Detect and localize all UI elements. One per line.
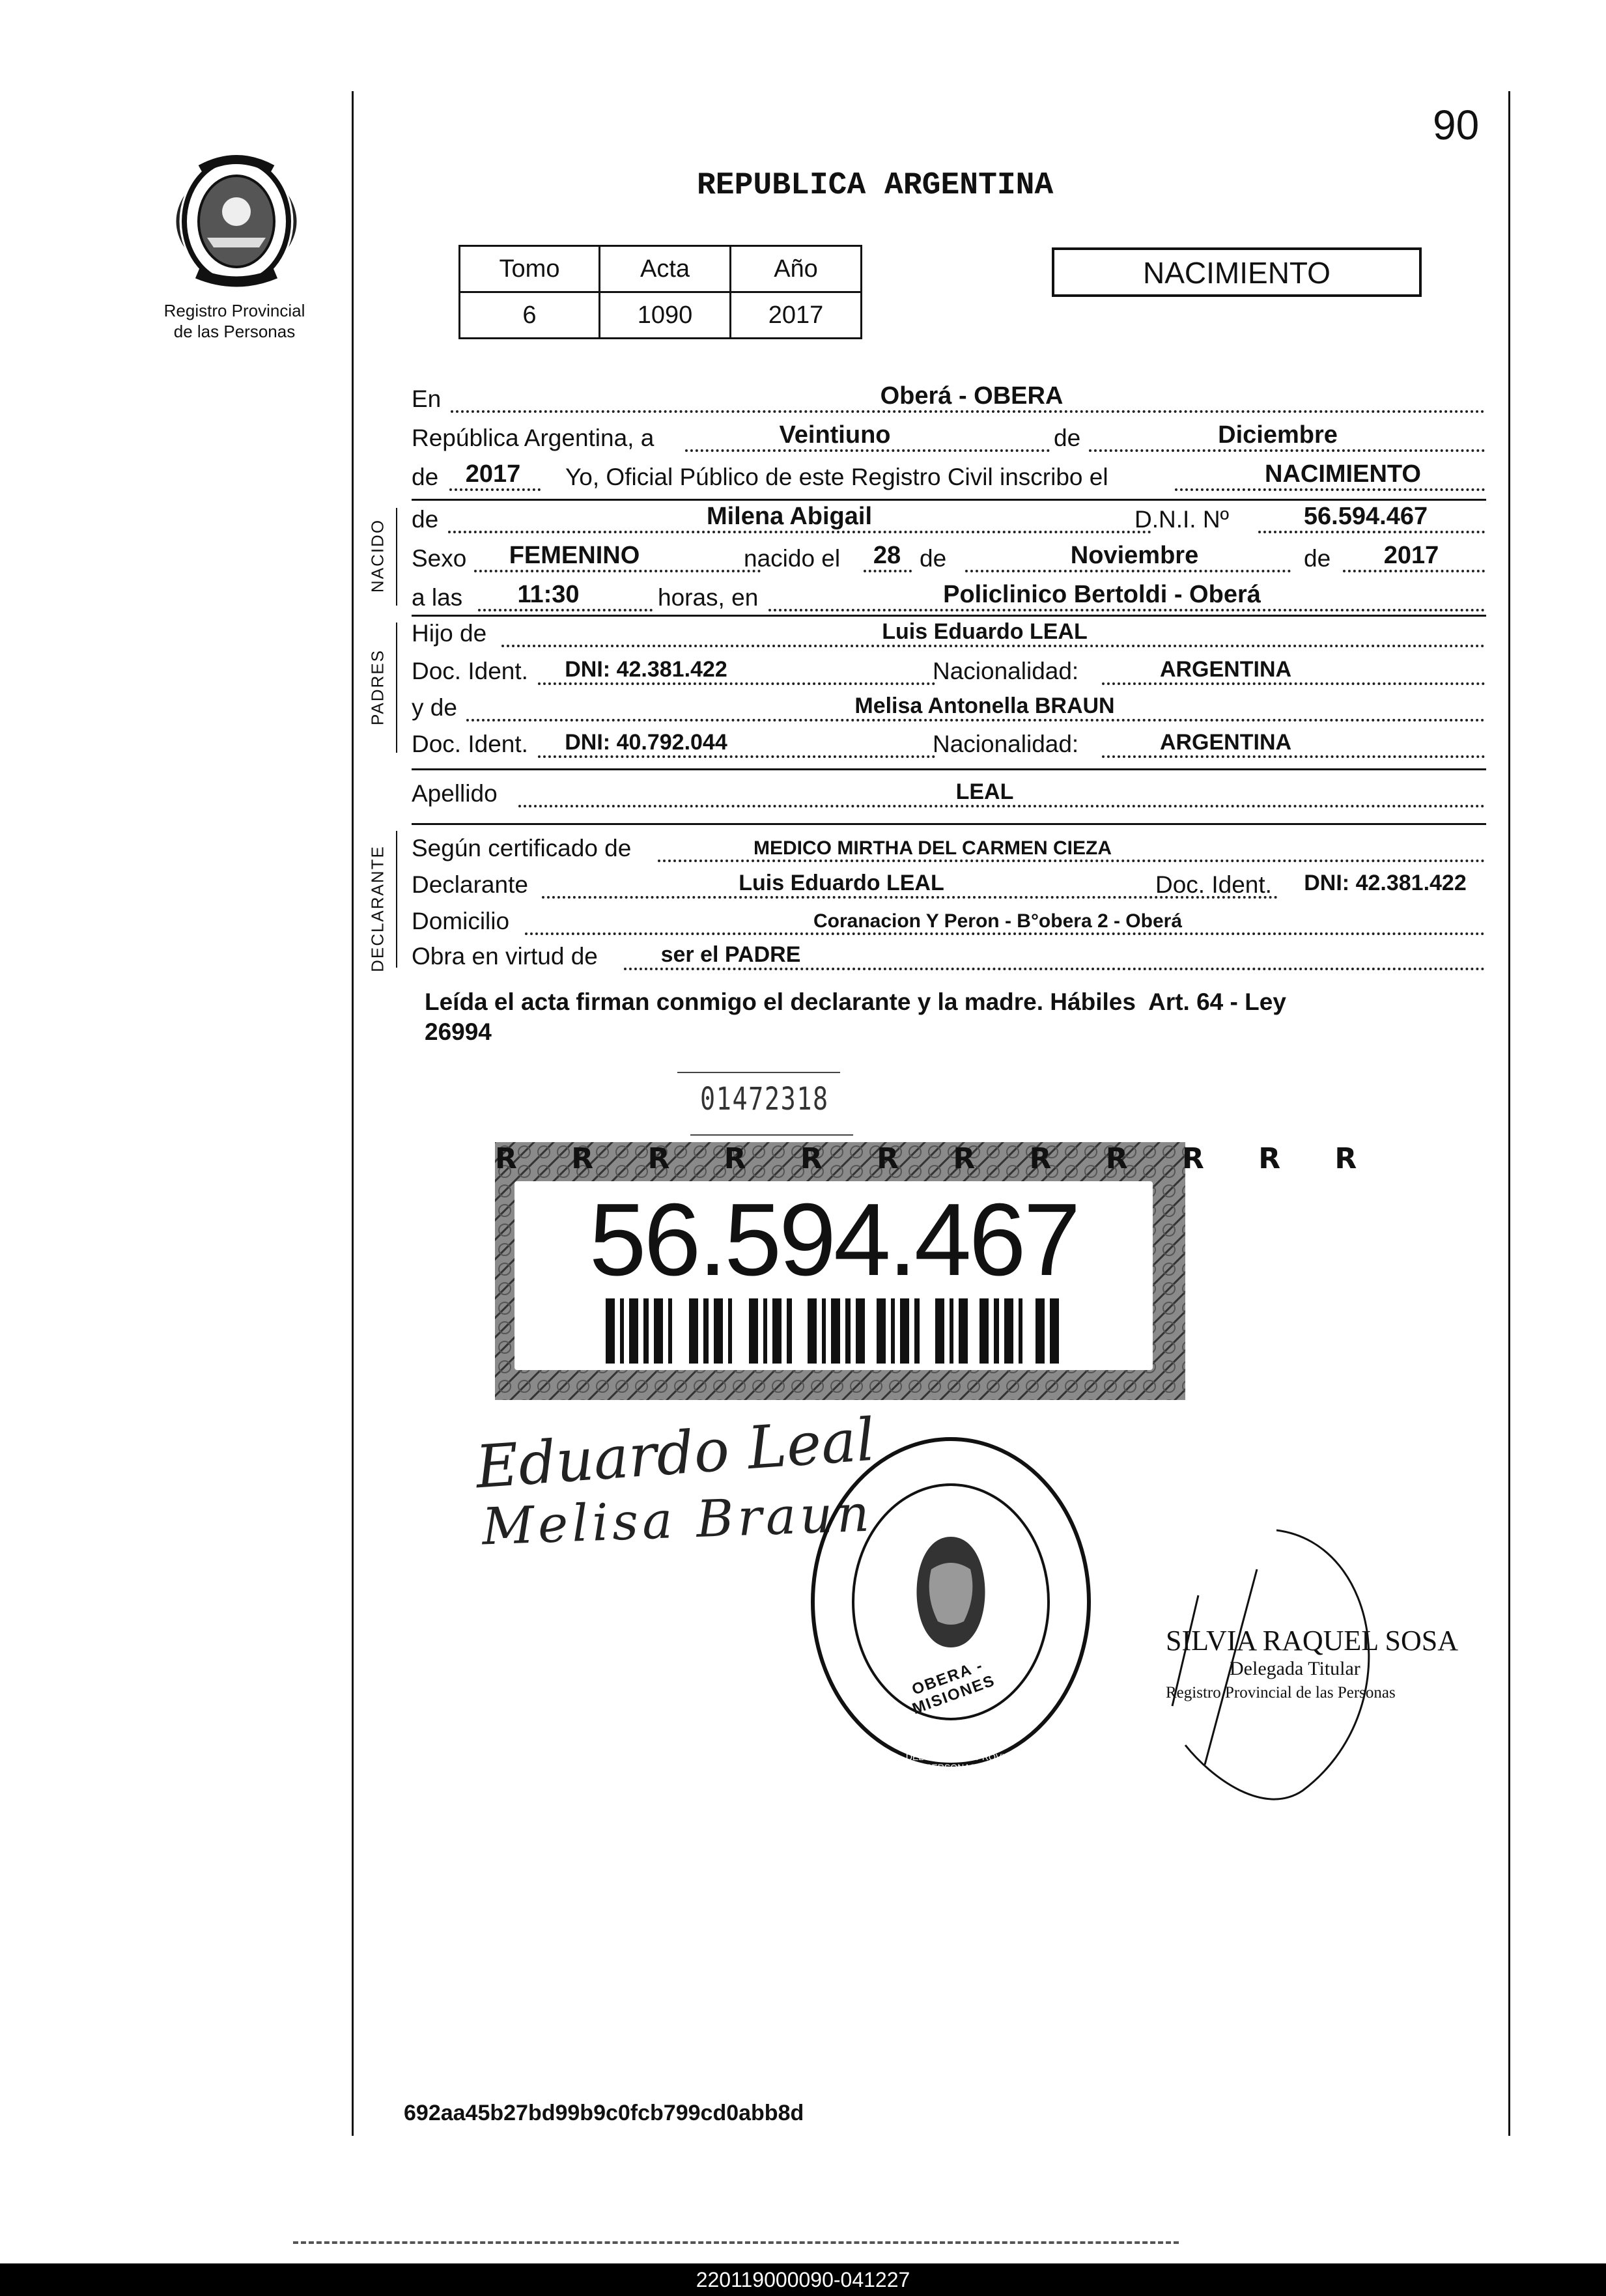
left-margin-line — [352, 91, 354, 2136]
document-hash: 692aa45b27bd99b9c0fcb799cd0abb8d — [404, 2101, 804, 2125]
row-yde — [412, 693, 1486, 725]
sticker-glyph-row: R R R R R R R R R R R R — [495, 1142, 1379, 1175]
mother-nat-label: Nacionalidad: — [933, 731, 1079, 757]
obra-label: Obra en virtud de — [412, 943, 598, 970]
official-office: Registro Provincial de las Personas — [1166, 1684, 1396, 1701]
barcode-icon — [606, 1298, 1062, 1364]
value-tomo: 6 — [460, 292, 600, 339]
side-label-padres: PADRES — [367, 649, 387, 725]
closing-line-1: Leída el acta firman conmigo el declarante y la madre. Hábiles Art. 64 - Ley — [425, 988, 1286, 1015]
father-doc-label: Doc. Ident. — [412, 658, 528, 684]
divider-1 — [412, 499, 1486, 501]
nacido-de-label: de — [412, 506, 439, 533]
inscription-value: NACIMIENTO — [1265, 460, 1421, 488]
father-nat-label: Nacionalidad: — [933, 658, 1079, 684]
yde-label: y de — [412, 694, 457, 721]
value-acta: 1090 — [600, 292, 731, 339]
declarante-doc: DNI: 42.381.422 — [1304, 871, 1467, 895]
header-tomo: Tomo — [460, 246, 600, 292]
signature-declarante: Eduardo Leal — [473, 1405, 877, 1502]
logo-caption-2: de las Personas — [173, 322, 296, 341]
mother-doc: DNI: 40.792.044 — [565, 730, 727, 755]
closing-line-2: 26994 — [425, 1018, 492, 1045]
row-declarante — [412, 870, 1486, 903]
divider-3 — [412, 768, 1486, 770]
footer-dashes — [293, 2241, 1179, 2247]
sticker-glyph: R — [495, 1142, 539, 1175]
row-mother-doc — [412, 729, 1486, 762]
row-certificado — [412, 833, 1486, 866]
certificate-value: MEDICO MIRTHA DEL CARMEN CIEZA — [754, 837, 1112, 859]
row-statement — [412, 462, 1486, 495]
act-type-box — [1052, 247, 1422, 297]
en-label: En — [412, 385, 442, 412]
row-obra — [412, 942, 1486, 974]
province-seal-icon — [162, 150, 311, 293]
republica-label: República Argentina, a — [412, 425, 655, 451]
header-ano: Año — [731, 246, 862, 292]
stamp-inner-text: OBERA - MISIONES — [909, 1657, 998, 1718]
obra-value: ser el PADRE — [660, 942, 801, 967]
divider-2 — [412, 615, 1486, 617]
mother-nationality: ARGENTINA — [1159, 730, 1292, 755]
official-role: Delegada Titular — [1230, 1658, 1360, 1679]
right-margin-line — [1508, 91, 1510, 2136]
row-domicilio — [412, 906, 1486, 939]
birth-place: Policlinico Bertoldi - Oberá — [943, 581, 1261, 608]
birth-time: 11:30 — [517, 581, 580, 608]
row-hijo — [412, 619, 1486, 651]
mother-name: Melisa Antonella BRAUN — [854, 693, 1115, 718]
row-nacido-name — [412, 505, 1486, 537]
page-number: 90 — [1433, 102, 1480, 148]
declarante-name: Luis Eduardo LEAL — [739, 871, 944, 895]
cert-label: Según certificado de — [412, 835, 632, 861]
mother-doc-label: Doc. Ident. — [412, 731, 528, 757]
declarante-doc-label: Doc. Ident. — [1155, 871, 1272, 898]
serial-number: 01472318 — [700, 1081, 829, 1117]
father-name: Luis Eduardo LEAL — [882, 619, 1088, 644]
side-label-declarante: DECLARANTE — [367, 845, 387, 972]
child-name: Milena Abigail — [706, 503, 873, 530]
year-value: 2017 — [465, 460, 521, 488]
sticker-dni-number: 56.594.467 — [589, 1183, 1078, 1297]
row-sexo — [412, 544, 1486, 576]
nacido-el-label: nacido el — [744, 545, 841, 572]
birth-day: 28 — [873, 542, 901, 569]
official-stamp — [801, 1426, 1101, 1778]
stamp-ring-text: DIRECC. GRAL. DEL REGISTRO PROVINCIAL DE LAS PERSONAS — [836, 1752, 1066, 1772]
horas-label: horas, en — [658, 584, 759, 611]
birth-month: Noviembre — [1070, 542, 1199, 569]
row-father-doc — [412, 656, 1486, 689]
de-label-3: de — [1304, 545, 1331, 572]
de-label: de — [1054, 425, 1081, 451]
page-title: REPUBLICA ARGENTINA — [697, 168, 1054, 203]
footer-bar — [0, 2263, 1606, 2296]
official-name: SILVIA RAQUEL SOSA — [1166, 1625, 1459, 1657]
row-hora — [412, 583, 1486, 615]
domicilio-value: Coranacion Y Peron - B°obera 2 - Oberá — [813, 910, 1183, 932]
province-logo — [162, 150, 311, 293]
dni-label: D.N.I. Nº — [1134, 506, 1230, 533]
sexo-value: FEMENINO — [509, 542, 640, 569]
statement-text: Yo, Oficial Público de este Registro Civil inscribo el — [565, 464, 1108, 490]
stamp-seal-icon — [801, 1426, 1101, 1778]
domicilio-label: Domicilio — [412, 908, 510, 934]
footer-code: 220119000090-041227 — [696, 2268, 910, 2291]
declarante-label: Declarante — [412, 871, 528, 898]
value-ano: 2017 — [731, 292, 862, 339]
hijo-label: Hijo de — [412, 620, 487, 647]
header-acta: Acta — [600, 246, 731, 292]
register-table — [458, 245, 862, 339]
sexo-label: Sexo — [412, 545, 467, 572]
day-words: Veintiuno — [779, 421, 891, 449]
month-value: Diciembre — [1218, 421, 1338, 449]
sticker-window — [514, 1181, 1153, 1370]
logo-caption-1: Registro Provincial — [163, 301, 305, 320]
side-label-nacido: NACIDO — [367, 518, 387, 593]
row-apellido — [412, 779, 1486, 811]
row-en — [412, 384, 1486, 417]
id-sticker — [495, 1142, 1379, 1400]
act-type: NACIMIENTO — [1143, 256, 1331, 290]
apellido-value: LEAL — [955, 779, 1014, 804]
father-nationality: ARGENTINA — [1159, 657, 1292, 682]
signature-madre: Melisa Braun — [481, 1484, 875, 1557]
de2-label: de — [412, 464, 439, 490]
de-label-2: de — [920, 545, 947, 572]
alas-label: a las — [412, 584, 463, 611]
place-value: Oberá - OBERA — [880, 382, 1064, 410]
birth-year: 2017 — [1383, 542, 1439, 569]
divider-4 — [412, 823, 1486, 825]
father-doc: DNI: 42.381.422 — [565, 657, 727, 682]
apellido-label: Apellido — [412, 780, 498, 807]
row-republica — [412, 423, 1486, 456]
child-dni: 56.594.467 — [1303, 503, 1428, 530]
